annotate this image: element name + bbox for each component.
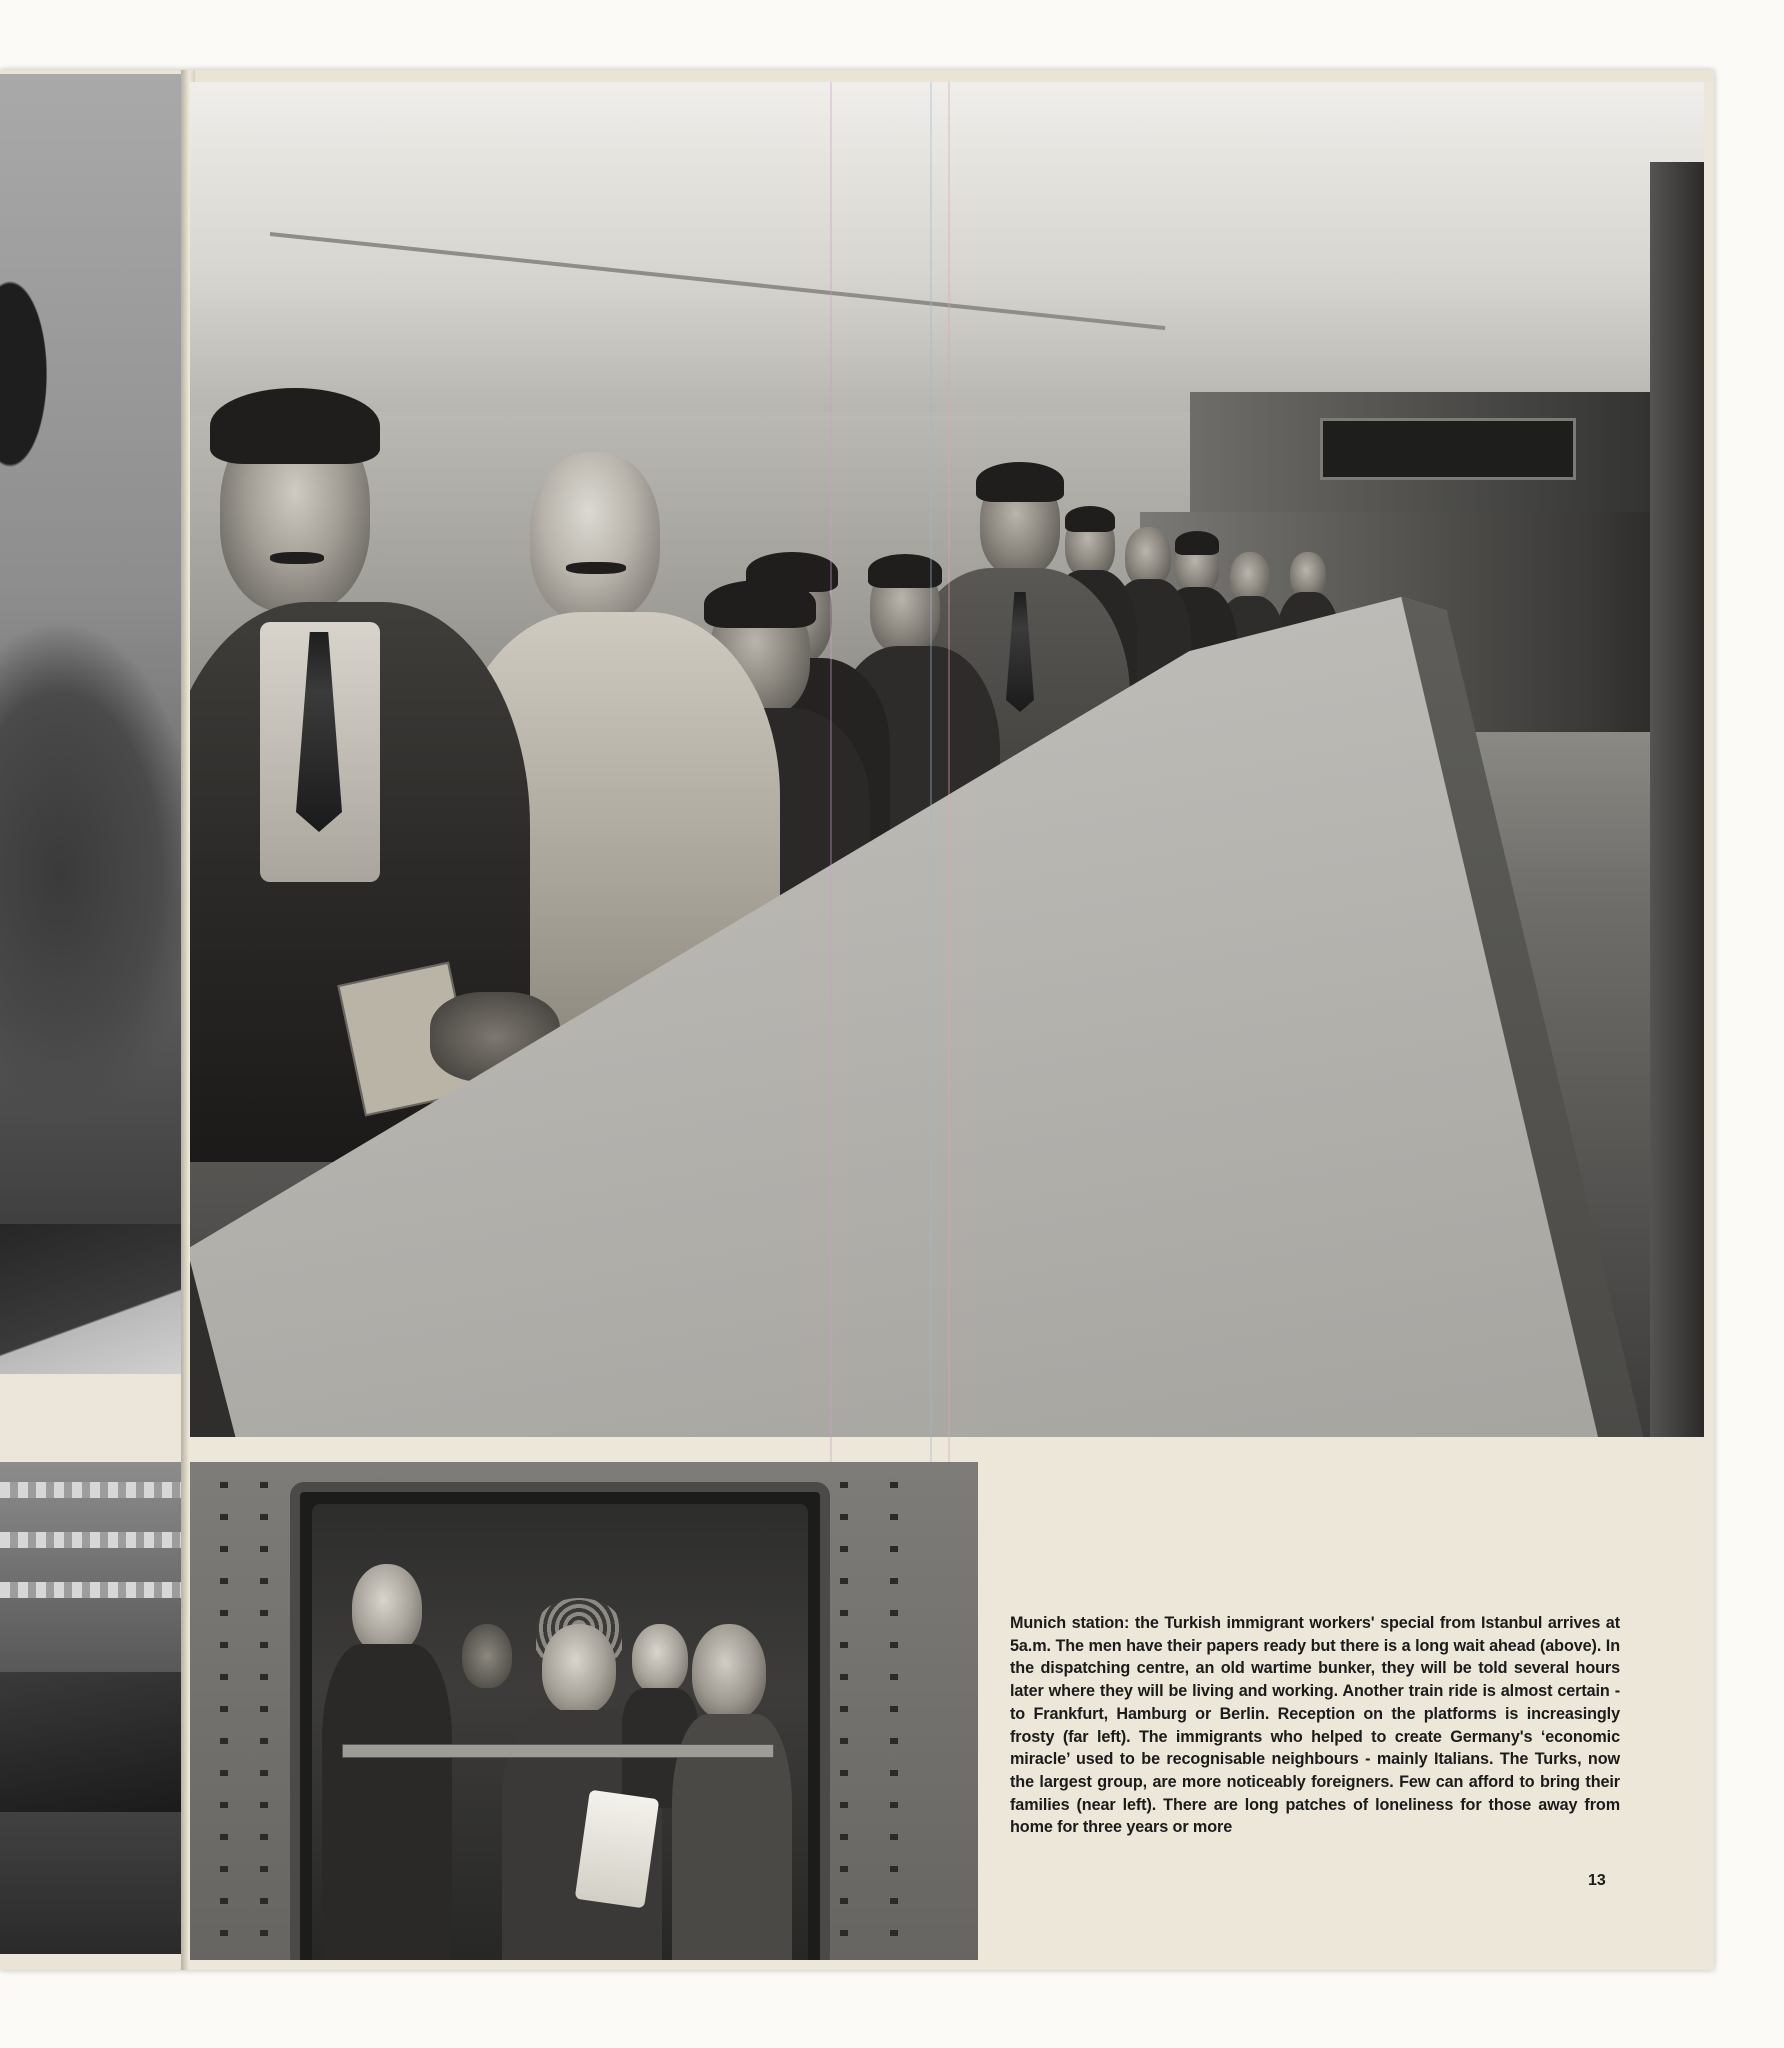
train-rivets: [840, 1482, 848, 1960]
train-rivets: [260, 1482, 268, 1960]
photo-caption: Munich station: the Turkish immigrant workers' special from Istanbul arrives at 5a.m. The men have their papers ready but there is a long wait ahead (above). In the dispatching centre, an old wartime bunker, they will be told several hours later where they will be living and working. Another train ride is almost certain - to Frankfurt, Hamburg or Berlin. Reception on the platforms is increasingly frosty (far left). The immigrants who helped to create Germany's ‘economic miracle’ used to be recognisable neighbours - mainly Italians. The Turks, now the largest group, are more noticeably foreigners. Few can afford to bring their families (near left). There are long patches of loneliness for those away from home for three years or more: [1010, 1614, 1620, 1837]
window-rail: [342, 1744, 774, 1758]
photo-queue-at-counter: [190, 82, 1704, 1437]
scan-streak: [930, 82, 932, 1462]
train-window-frame: [290, 1482, 830, 1960]
platform-canopy-beam: [0, 1482, 182, 1498]
right-page: [190, 82, 1714, 1970]
scan-streak: [830, 82, 832, 1462]
left-page-edge: [0, 74, 186, 1959]
left-page-photo-crowd: [0, 74, 186, 1374]
platform-canopy-beam: [0, 1532, 182, 1548]
train-rivets: [890, 1482, 898, 1960]
photo-vent-window: [1320, 418, 1576, 480]
train-window-interior: [312, 1504, 808, 1960]
platform-shadow: [0, 1672, 182, 1812]
left-page-photo-platform: [0, 1462, 182, 1954]
page-number: 13: [1588, 1872, 1606, 1889]
photo-right-wall: [1650, 162, 1704, 1437]
train-rivets: [220, 1482, 228, 1960]
platform-canopy-beam: [0, 1582, 182, 1598]
scan-streak: [948, 82, 950, 1462]
photo-family-at-train-window: [190, 1462, 978, 1960]
magazine-spread: [0, 70, 1714, 1970]
